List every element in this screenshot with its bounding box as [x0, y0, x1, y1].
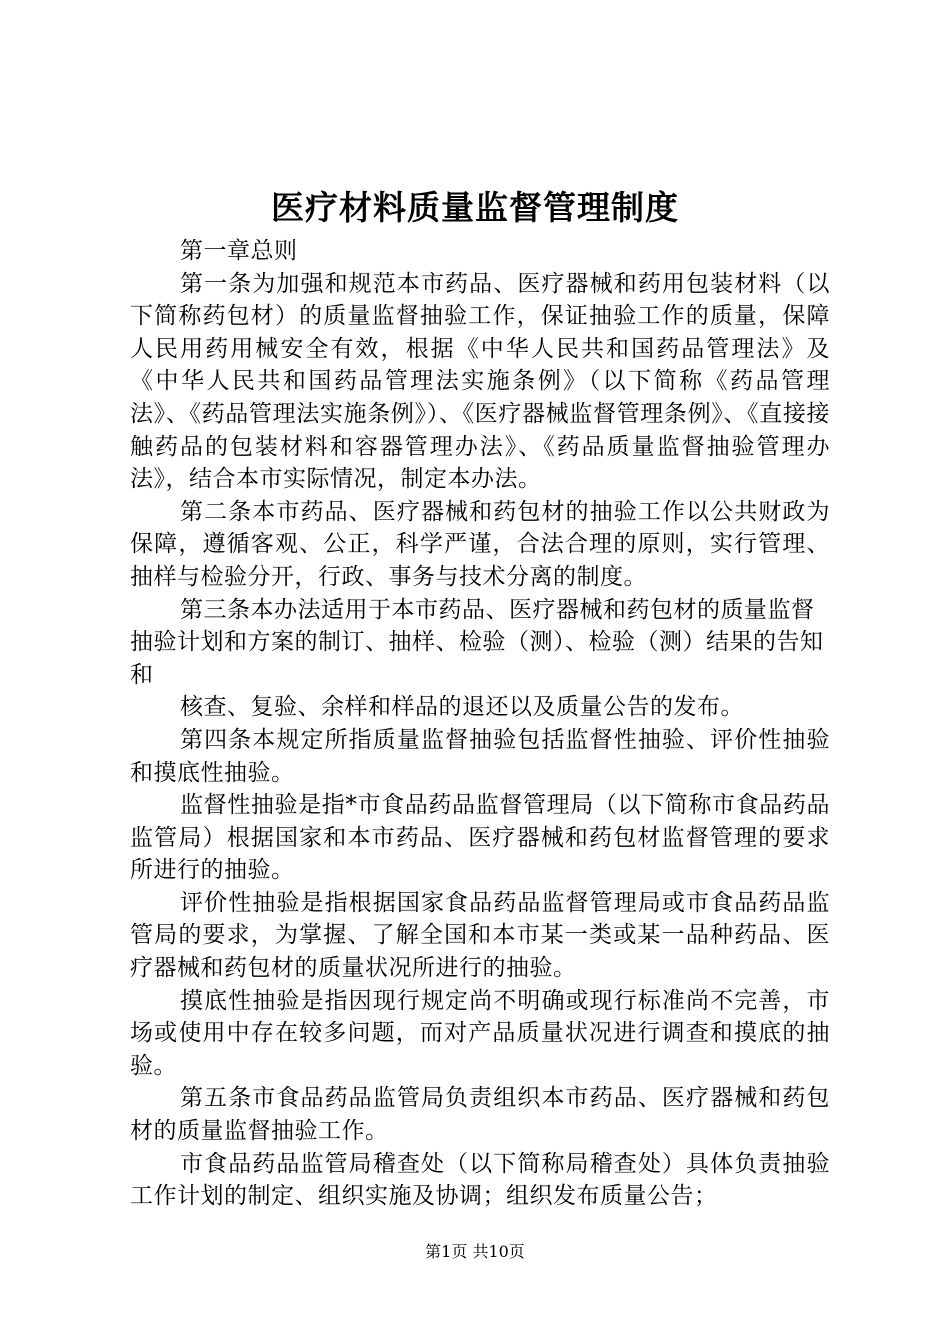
evaluative-sampling-paragraph: 评价性抽验是指根据国家食品药品监督管理局或市食品药品监管局的要求，为掌握、了解全国和本市某一类或某一品种药品、医疗器械和药包材的质量状况所进行的抽验。: [130, 889, 830, 982]
page-footer: 第1页 共10页: [425, 1242, 525, 1261]
article-1-paragraph: 第一条为加强和规范本市药品、医疗器械和药用包装材料（以下简称药包材）的质量监督抽验工作，保证抽验工作的质量，保障人民用药用械安全有效，根据《中华人民共和国药品管理法》及《中华人民共和国药品管理法实施条例》（以下简称《药品管理法》、《药品管理法实施条例》）、《医疗器械监督管理条例》、《直接接触药品的包装材料和容器管理办法》、《药品质量监督抽验管理办法》，结合本市实际情况，制定本办法。: [130, 270, 830, 493]
survey-sampling-paragraph: 摸底性抽验是指因现行规定尚不明确或现行标准尚不完善，市场或使用中存在较多问题，而对产品质量状况进行调查和摸底的抽验。: [130, 987, 830, 1079]
article-4-paragraph: 第四条本规定所指质量监督抽验包括监督性抽验、评价性抽验和摸底性抽验。: [130, 726, 830, 786]
supervisory-sampling-paragraph: 监督性抽验是指*市食品药品监督管理局（以下简称市食品药品监管局）根据国家和本市药品、医疗器械和药包材监督管理的要求所进行的抽验。: [130, 792, 830, 884]
article-5-paragraph: 第五条市食品药品监管局负责组织本市药品、医疗器械和药包材的质量监督抽验工作。: [130, 1085, 830, 1145]
inspection-office-paragraph: 市食品药品监管局稽查处（以下简称局稽查处）具体负责抽验工作计划的制定、组织实施及协调；组织发布质量公告；: [130, 1150, 830, 1210]
article-3-continuation: 核查、复验、余样和样品的退还以及质量公告的发布。: [180, 694, 744, 721]
article-2-paragraph: 第二条本市药品、医疗器械和药包材的抽验工作以公共财政为保障，遵循客观、公正，科学严谨，合法合理的原则，实行管理、抽样与检验分开，行政、事务与技术分离的制度。: [130, 498, 830, 590]
article-3-paragraph: 第三条本办法适用于本市药品、医疗器械和药包材的质量监督抽验计划和方案的制订、抽样、检验（测）、检验（测）结果的告知和: [130, 596, 824, 688]
document-body: [130, 235, 830, 1213]
document-title: 医疗材料质量监督管理制度: [271, 188, 679, 227]
chapter-heading: 第一章总则: [180, 238, 298, 264]
